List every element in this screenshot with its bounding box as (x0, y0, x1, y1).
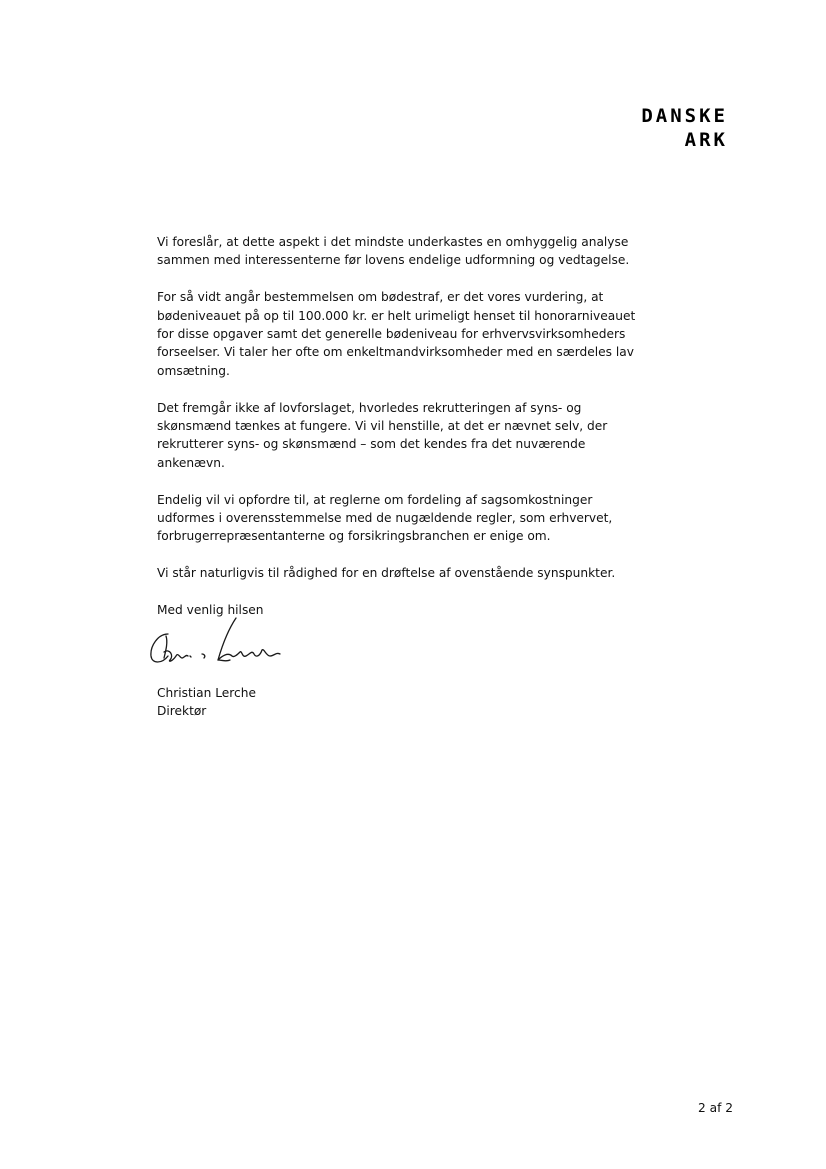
paragraph-costs (157, 491, 657, 546)
text-line: udformes i overensstemmelse med de nugældende regler, som erhvervet, (157, 511, 613, 526)
danske-ark-logo (641, 104, 728, 152)
text-line: Vi står naturligvis til rådighed for en drøftelse af ovenstående synspunkter. (157, 566, 616, 581)
text-line: Det fremgår ikke af lovforslaget, hvorledes rekrutteringen af syns- og (157, 400, 582, 415)
letter-body (157, 233, 657, 619)
paragraph-analysis (157, 233, 657, 270)
logo-line-1: DANSKE (641, 105, 728, 127)
signer-block (157, 684, 256, 721)
signer-name: Christian Lerche (157, 686, 256, 700)
text-line: For så vidt angår bestemmelsen om bødestraf, er det vores vurdering, at (157, 290, 604, 305)
text-line: Endelig vil vi opfordre til, at reglerne om fordeling af sagsomkostninger (157, 492, 593, 507)
text-line: forseelser. Vi taler her ofte om enkeltmandvirksomheder med en særdeles lav (157, 345, 634, 360)
paragraph-availability (157, 564, 657, 582)
paragraph-fines (157, 288, 657, 380)
text-line: rekrutterer syns- og skønsmænd – som det kendes fra det nuværende (157, 437, 586, 452)
page-number: 2 af 2 (697, 1101, 733, 1115)
signer-title: Direktør (157, 704, 207, 719)
text-line: omsætning. (157, 363, 230, 378)
text-line: forbrugerrepræsentanterne og forsikringsbranchen er enige om. (157, 529, 551, 544)
text-line: bødeniveauet på op til 100.000 kr. er helt urimeligt henset til honorarniveauet (157, 308, 636, 323)
closing-greeting: Med venlig hilsen (157, 603, 264, 618)
text-line: Vi foreslår, at dette aspekt i det mindste underkastes en omhyggelig analyse (157, 235, 629, 249)
logo-line-2: ARK (684, 129, 728, 151)
text-line: for disse opgaver samt det generelle bødeniveau for erhvervsvirksomheders (157, 327, 626, 342)
text-line: ankenævn. (157, 455, 225, 470)
paragraph-recruitment (157, 399, 657, 473)
text-line: skønsmænd tænkes at fungere. Vi vil henstille, at det er nævnet selv, der (157, 419, 608, 434)
handwritten-signature (144, 612, 294, 672)
text-line: sammen med interessenterne før lovens endelige udformning og vedtagelse. (157, 253, 630, 268)
